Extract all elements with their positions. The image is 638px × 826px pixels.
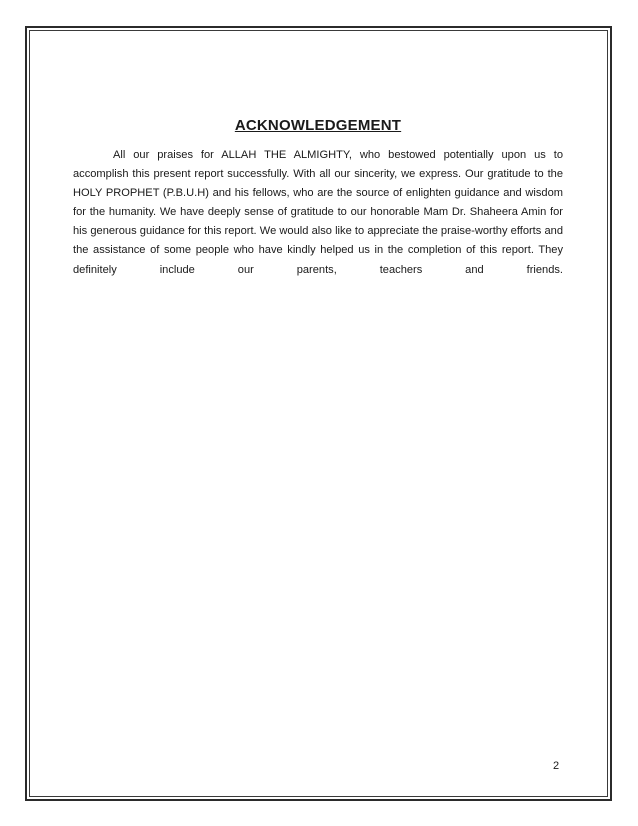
page-content (73, 117, 563, 280)
acknowledgement-paragraph: All our praises for ALLAH THE ALMIGHTY, who bestowed potentially upon us to accomplish this present report successfully. With all our sincerity, we express. Our gratitude to the HOLY PROPHET (P.B.U.H) and his fellows, who are the source of enlighten guidance and wisdom for the humanity. We have deeply sense of gratitude to our honorable Mam Dr. Shaheera Amin for his generous guidance for this report. We would also like to appreciate the praise-worthy efforts and the assistance of some people who have kindly helped us in the completion of this report. They definitely include our parents, teachers and friends. (73, 149, 563, 276)
page-title: ACKNOWLEDGEMENT (234, 117, 402, 134)
page-number: 2 (553, 760, 560, 772)
